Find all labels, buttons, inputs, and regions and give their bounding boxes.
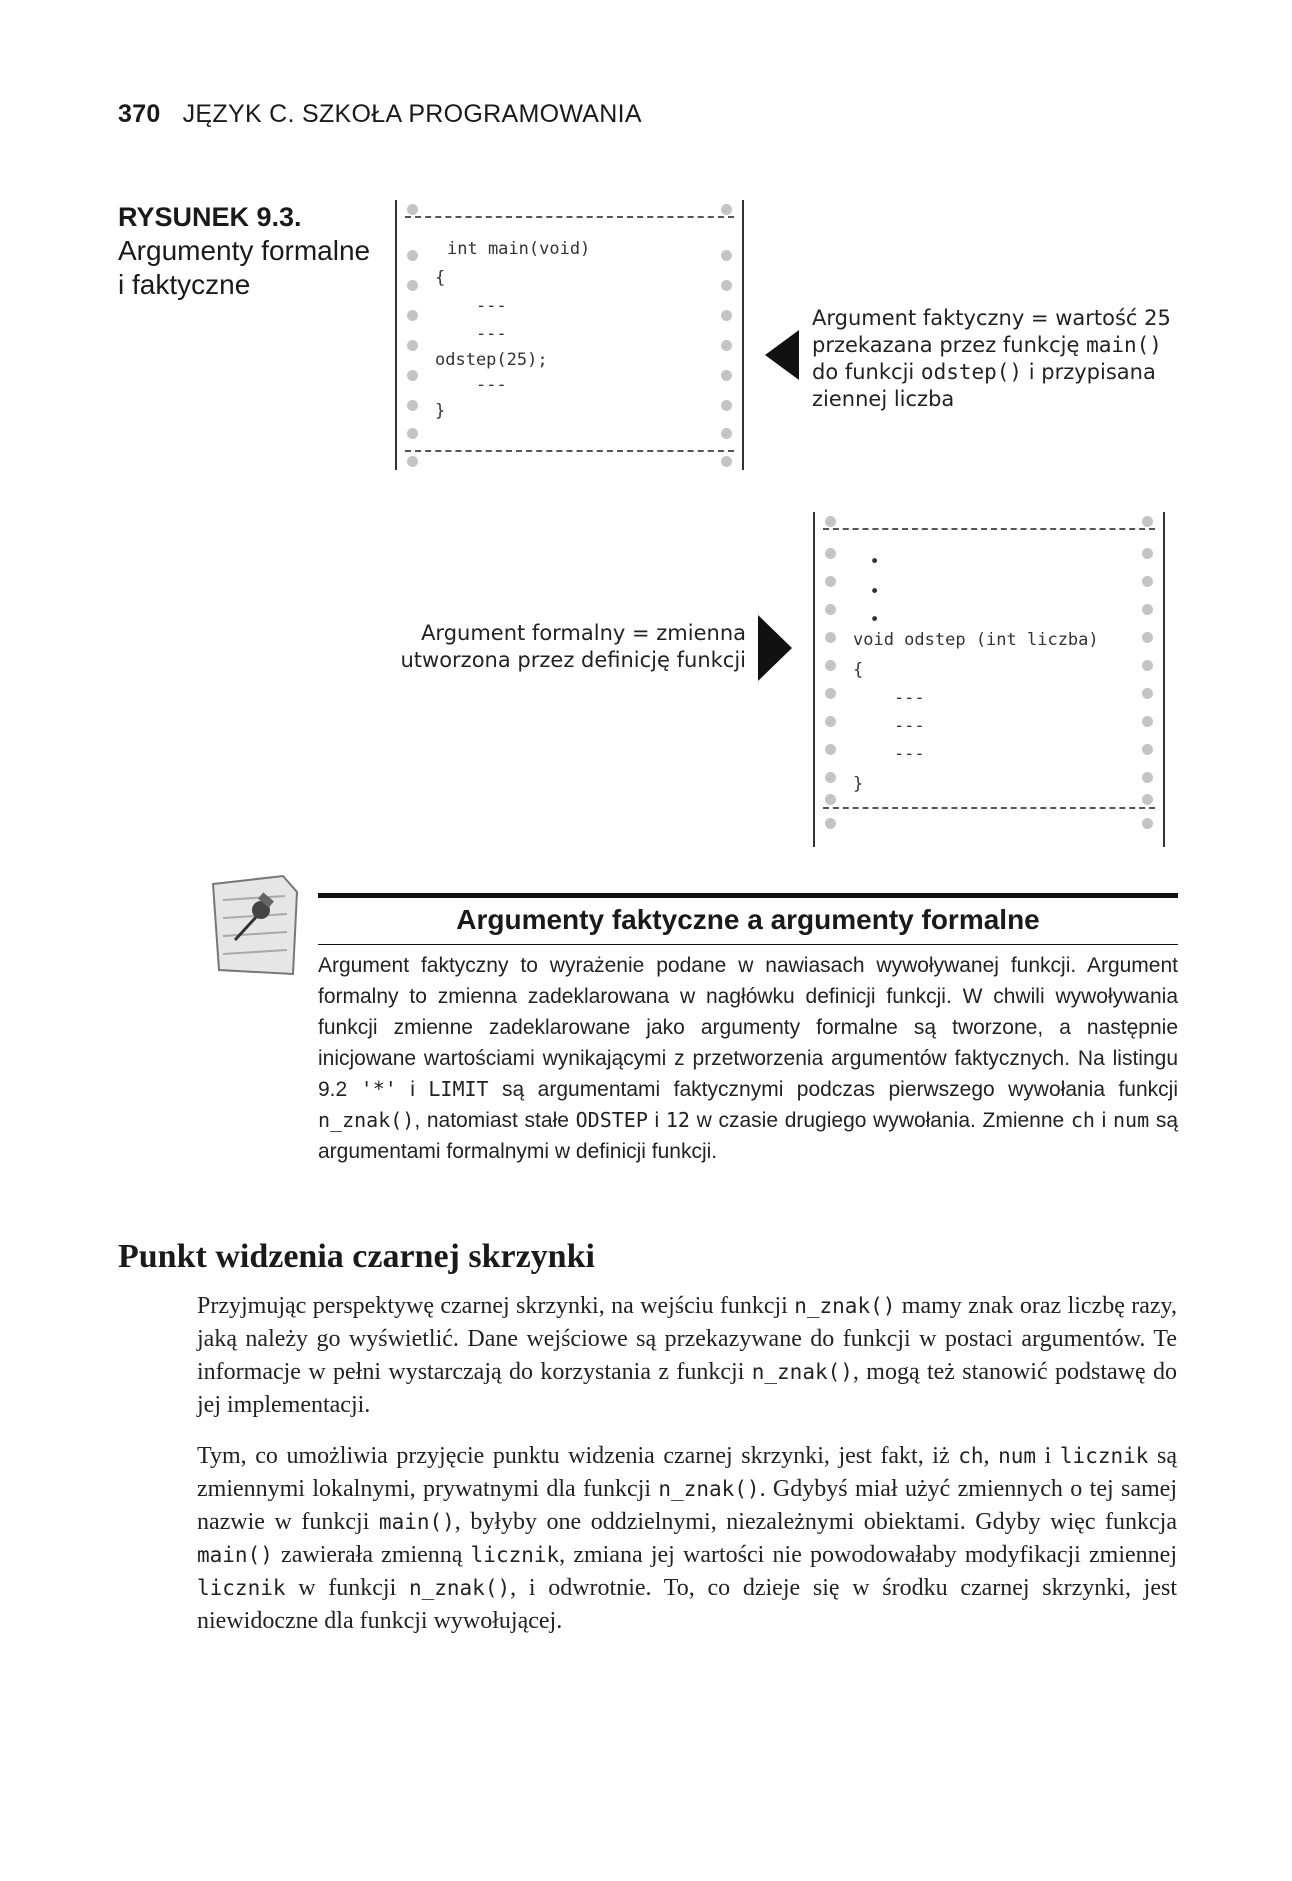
paragraph-text: i (1036, 1443, 1060, 1469)
perforation (407, 428, 418, 439)
note-text: i (647, 1109, 666, 1132)
perforation (721, 456, 732, 467)
perforation (825, 604, 836, 615)
code-line: --- (853, 688, 925, 708)
note-text: Argument faktyczny to wyrażenie podane w nawiasach wywoływanej funkcji. Argument formalny to zmienna zadeklarowana w nagłówku definicji funkcji. W chwili wywoływania funkcji zmienne zadeklarowane jako argumenty formalne są tworzone, a następnie inicjowane wartościami wynikającymi z przetworzenia argumentów faktycznych. Na listingu 9.2 (318, 954, 1178, 1101)
paragraph-text: Tym, co umożliwia przyjęcie punktu widzenia czarnej skrzynki, jest fakt, iż (197, 1443, 959, 1469)
book-title: JĘZYK C. SZKOŁA PROGRAMOWANIA (182, 100, 642, 128)
code-line: { (435, 268, 446, 288)
paragraph-text: . Gdybyś miał użyć zmiennych o tej samej nazwie w funkcji (197, 1476, 1177, 1535)
code-line: • (849, 582, 880, 602)
paragraph-text: mamy znak oraz liczbę razy, jaką należy go wyświetlić. Dane wejściowe są przekazywane do funkcji w postaci argumentów. Te informacje w pełni wystarczają do korzystania z funkcji (197, 1293, 1177, 1385)
perforation (407, 250, 418, 261)
note-code: ODSTEP (575, 1108, 648, 1132)
paragraph (197, 1290, 1177, 1422)
code-line: int main(void) (447, 239, 591, 259)
paragraph-text: , zmiana jej wartości nie powodowałaby modyfikacji zmiennej (559, 1542, 1177, 1568)
code-line: odstep(25); (435, 350, 548, 370)
note-code: '*' (360, 1077, 397, 1101)
code-line: --- (435, 375, 507, 395)
perforation (1142, 716, 1153, 727)
perforation (721, 310, 732, 321)
figure-label: RYSUNEK 9.3. (118, 202, 302, 232)
note-top-rule (318, 893, 1178, 898)
paragraph-code: num (998, 1444, 1037, 1468)
note-code: num (1113, 1108, 1150, 1132)
strip-dashed-line (823, 528, 1155, 530)
perforation (721, 340, 732, 351)
paragraph (197, 1440, 1177, 1638)
note-text: są argumentami faktycznymi podczas pierwszego wywołania funkcji (488, 1078, 1178, 1101)
paragraph-code: licznik (470, 1543, 560, 1567)
perforation (407, 280, 418, 291)
callout-code: main() (1086, 333, 1162, 357)
perforation (721, 428, 732, 439)
note-text: w czasie drugiego wywołania. Zmienne (689, 1109, 1071, 1132)
notepad-pin-icon (205, 870, 305, 980)
perforation (407, 340, 418, 351)
perforation (825, 772, 836, 783)
paragraph-code: n_znak() (751, 1360, 853, 1384)
perforation (825, 744, 836, 755)
arrow-left-icon (765, 330, 799, 380)
note-code: LIMIT (428, 1077, 489, 1101)
note-text: i (1094, 1109, 1114, 1132)
paragraph-code: ch (958, 1444, 984, 1468)
code-line: } (853, 774, 864, 794)
code-line: { (853, 660, 864, 680)
perforation (1142, 516, 1153, 527)
callout-code: odstep() (920, 360, 1023, 384)
note-text: i (396, 1078, 429, 1101)
paragraph-text: w funkcji (285, 1575, 409, 1601)
perforation (1142, 576, 1153, 587)
perforation (1142, 772, 1153, 783)
paragraph-text: , i odwrotnie. To, co dzieje się w środku czarnej skrzynki, jest niewidoczne dla funkcji wywołującej. (197, 1575, 1177, 1634)
callout-actual-argument (812, 305, 1171, 413)
paragraph-code: n_znak() (794, 1294, 896, 1318)
perforation (825, 548, 836, 559)
code-line: • (849, 610, 880, 630)
figure-caption-line-2: i faktyczne (118, 269, 251, 300)
note-body (318, 950, 1178, 1167)
perforation (721, 250, 732, 261)
note-text: są argumentami formalnymi w definicji funkcji. (318, 1109, 1178, 1163)
paragraph-text: Przyjmując perspektywę czarnej skrzynki, na wejściu funkcji (197, 1293, 795, 1319)
paragraph-code: licznik (197, 1576, 286, 1600)
paragraph-text: , (983, 1443, 999, 1469)
figure-caption-line-1: Argumenty formalne (118, 235, 371, 266)
film-strip-function (813, 512, 1165, 847)
strip-dashed-line (405, 216, 734, 218)
paragraph-text: , byłyby one oddzielnymi, niezależnymi obiektami. Gdyby więc funkcja (454, 1509, 1177, 1535)
code-line: void odstep (int liczba) (853, 630, 1099, 650)
paragraph-code: licznik (1059, 1444, 1149, 1468)
perforation (825, 576, 836, 587)
perforation (721, 280, 732, 291)
code-line: --- (853, 716, 925, 736)
perforation (1142, 660, 1153, 671)
paragraph-text: są zmiennymi lokalnymi, prywatnymi dla funkcji (197, 1443, 1178, 1502)
strip-dashed-line (405, 450, 734, 452)
film-strip-main (395, 200, 744, 470)
perforation (1142, 604, 1153, 615)
perforation (407, 456, 418, 467)
callout-line (812, 359, 1171, 386)
perforation (721, 370, 732, 381)
note-text: , natomiast stałe (414, 1109, 576, 1132)
code-line: --- (435, 296, 507, 316)
page-number: 370 (118, 100, 161, 128)
note-title: Argumenty faktyczne a argumenty formalne (456, 904, 1040, 935)
perforation (1142, 794, 1153, 805)
callout-text: do funkcji (812, 360, 921, 384)
perforation (1142, 688, 1153, 699)
callout-line: ziennej liczba (812, 387, 955, 411)
code-line: --- (435, 324, 507, 344)
callout-text: przekazana przez funkcję (812, 333, 1087, 357)
note-code: n_znak() (318, 1108, 415, 1132)
perforation (407, 400, 418, 411)
code-line: } (435, 401, 446, 421)
running-head (118, 100, 642, 129)
perforation (825, 688, 836, 699)
arrow-right-icon (758, 615, 792, 681)
note-code: ch (1070, 1108, 1095, 1132)
callout-text: i przypisana (1022, 360, 1156, 384)
callout-formal-argument (396, 620, 746, 674)
perforation (1142, 548, 1153, 559)
note-title-rule (318, 944, 1178, 945)
perforation (721, 204, 732, 215)
perforation (825, 794, 836, 805)
perforation (1142, 632, 1153, 643)
strip-dashed-line (823, 807, 1155, 809)
perforation (1142, 818, 1153, 829)
paragraph-code: n_znak() (408, 1576, 511, 1600)
perforation (721, 400, 732, 411)
paragraph-text: zawierała zmienną (272, 1542, 471, 1568)
callout-line: Argument formalny = zmienna (421, 621, 746, 645)
perforation (825, 818, 836, 829)
paragraph-code: main() (197, 1543, 273, 1567)
callout-line: utworzona przez definicję funkcji (400, 648, 746, 672)
perforation (407, 370, 418, 381)
perforation (825, 632, 836, 643)
perforation (407, 204, 418, 215)
paragraph-code: main() (378, 1510, 455, 1534)
callout-line (812, 332, 1171, 359)
figure-caption (118, 200, 370, 302)
perforation (1142, 744, 1153, 755)
section-title: Punkt widzenia czarnej skrzynki (118, 1238, 595, 1275)
paragraph-text: , mogą też stanowić podstawę do jej implementacji. (197, 1359, 1178, 1418)
code-line: • (849, 552, 880, 572)
paragraph-code: n_znak() (658, 1477, 760, 1501)
callout-line: Argument faktyczny = wartość 25 (812, 306, 1171, 330)
perforation (825, 516, 836, 527)
perforation (825, 716, 836, 727)
code-line: --- (853, 744, 925, 764)
perforation (407, 310, 418, 321)
note-code: 12 (665, 1108, 690, 1132)
perforation (825, 660, 836, 671)
